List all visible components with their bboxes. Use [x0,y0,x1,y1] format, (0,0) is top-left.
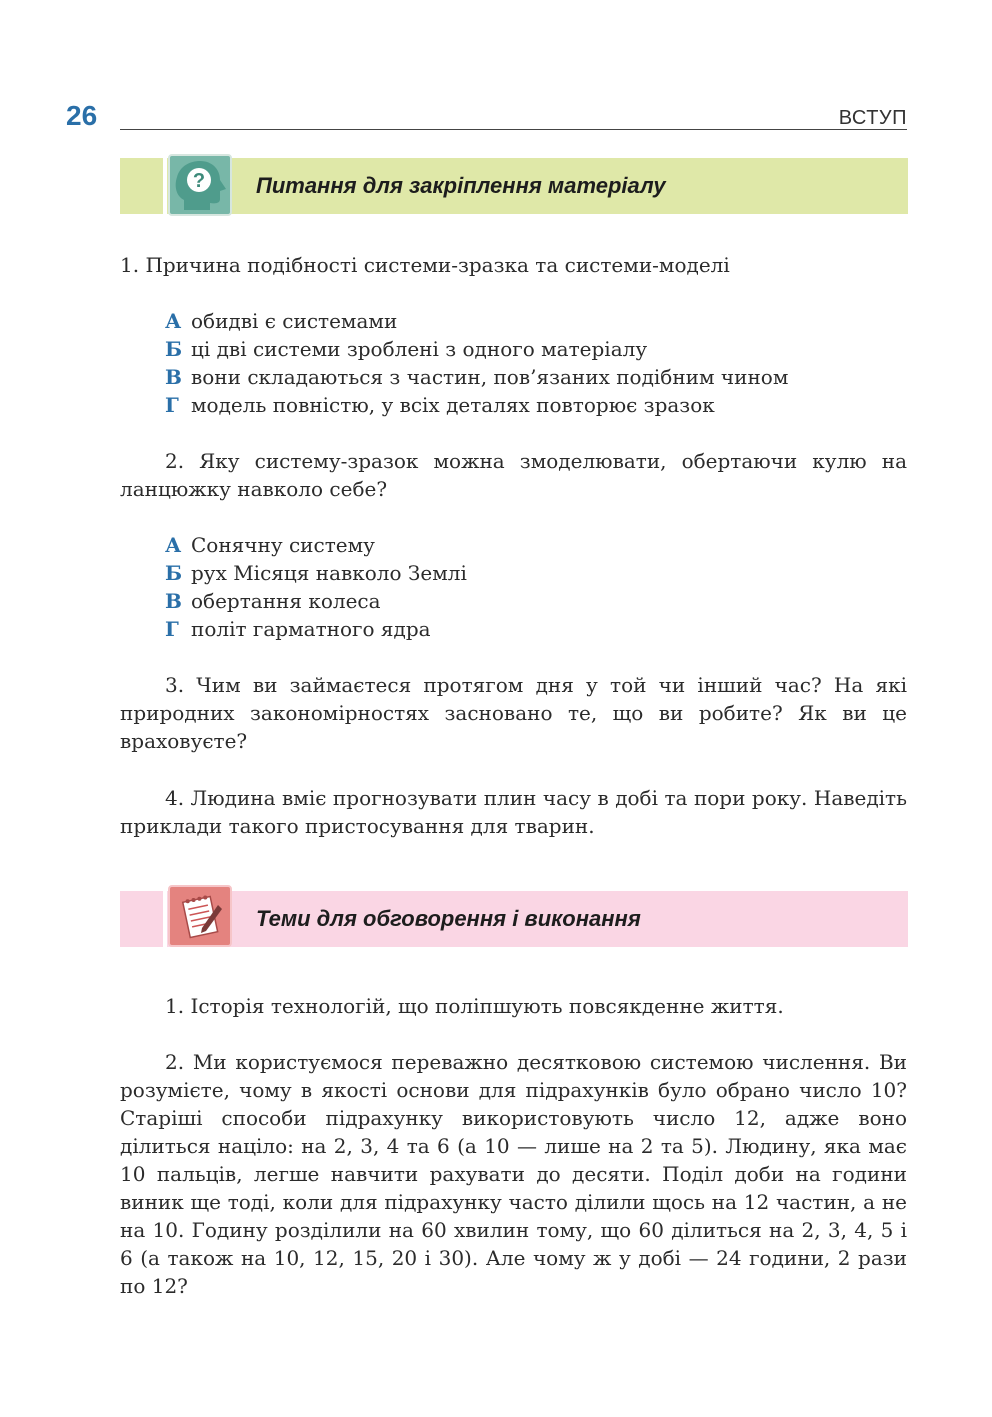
option-text: політ гарматного ядра [191,617,431,641]
option-text: ці дві системи зроблені з одного матеріалу [191,337,648,361]
option-text: модель повністю, у всіх деталях повторює зразок [191,393,715,417]
topic-2: 2. Ми користуємося переважно десятковою системою числення. Ви розумієте, чому в якості основи для підрахунків було обрано число 10? Старіші способи підрахунку використовують число 12, адже воно ділиться націло: на 2, 3, 4 та 6 (а 10 — лише на 2 та 5). Людину, яка має 10 пальців, легше навчити рахувати до десяти. Поділ доби на години виник ще тоді, коли для підрахунку часто ділили щось на 12 частин, а не на 10. Годину розділили на 60 хвилин тому, що 60 ділиться на 2, 3, 4, 5 і 6 (а також на 10, 12, 15, 20 і 30). Але чому ж у добі — 24 години, 2 рази по 12? [120,1050,907,1298]
option-letter: В [165,589,182,613]
question-1-option-c [165,363,788,391]
notepad-pencil-icon [168,885,232,947]
option-letter: Б [165,337,183,361]
question-3: 3. Чим ви займаєтеся протягом дня у той чи інший час? На які природних закономірностях засновано те, що ви робите? Як ви це враховуєте? [120,673,907,753]
option-letter: В [165,365,182,389]
question-1-option-a [165,307,397,335]
option-letter: Г [165,617,179,641]
question-1-option-d [165,391,715,419]
svg-text:?: ? [192,170,206,192]
option-text: рух Місяця навколо Землі [191,561,467,585]
question-2-option-a [165,531,375,559]
question-2-option-d [165,615,431,643]
topics-banner [120,891,908,947]
questions-banner [120,158,908,214]
question-2-option-c [165,587,381,615]
question-1-option-b [165,335,647,363]
header-rule [120,129,907,130]
question-head-icon [168,154,232,216]
option-letter: Г [165,393,179,417]
banner-separator [163,891,167,947]
page-number: 26 [66,100,98,131]
question-1: 1. Причина подібності системи-зразка та системи-моделі [120,253,730,277]
option-text: вони складаються з частин, пов’язаних подібним чином [191,365,789,389]
option-letter: Б [165,561,183,585]
option-text: обидві є системами [191,309,398,333]
option-text: Сонячну систему [191,533,375,557]
question-2-option-b [165,559,467,587]
question-2: 2. Яку систему-зразок можна змоделювати, обертаючи кулю на ланцюжку навколо себе? [120,449,907,501]
option-text: обертання колеса [191,589,381,613]
option-letter: А [165,309,182,333]
topics-title: Теми для обговорення і виконання [256,906,641,931]
section-header: ВСТУП [838,107,907,129]
banner-separator [163,158,167,214]
question-4: 4. Людина вміє прогнозувати плин часу в добі та пори року. Наведіть приклади такого пристосування для тварин. [120,786,907,838]
questions-title: Питання для закріплення матеріалу [256,173,666,198]
topic-1: 1. Історія технологій, що поліпшують повсякденне життя. [165,994,784,1018]
option-letter: А [165,533,182,557]
